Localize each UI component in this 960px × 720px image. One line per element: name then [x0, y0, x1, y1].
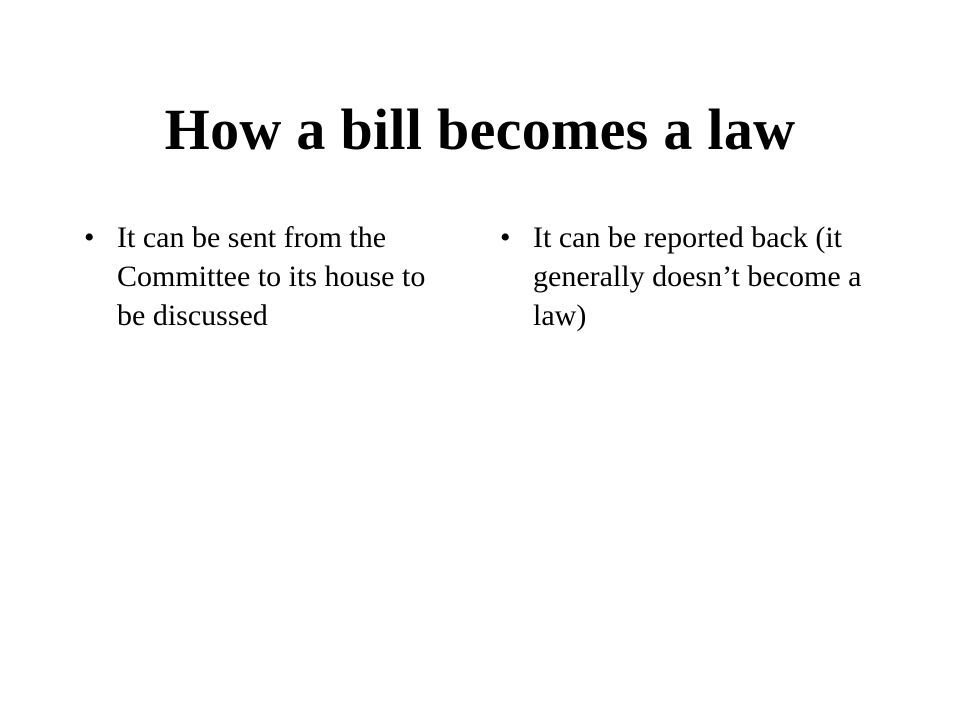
right-bullet-list [500, 218, 870, 335]
bullet-icon: • [500, 221, 511, 254]
bullet-icon: • [84, 221, 95, 254]
bullet-item [84, 218, 454, 335]
slide-title: How a bill becomes a law [164, 97, 796, 162]
bullet-text: It can be sent from the Committee to its house to be discussed [117, 221, 426, 332]
left-bullet-list [84, 218, 454, 335]
bullet-text: It can be reported back (it generally doesn’t become a law) [533, 221, 862, 332]
bullet-item [500, 218, 870, 335]
